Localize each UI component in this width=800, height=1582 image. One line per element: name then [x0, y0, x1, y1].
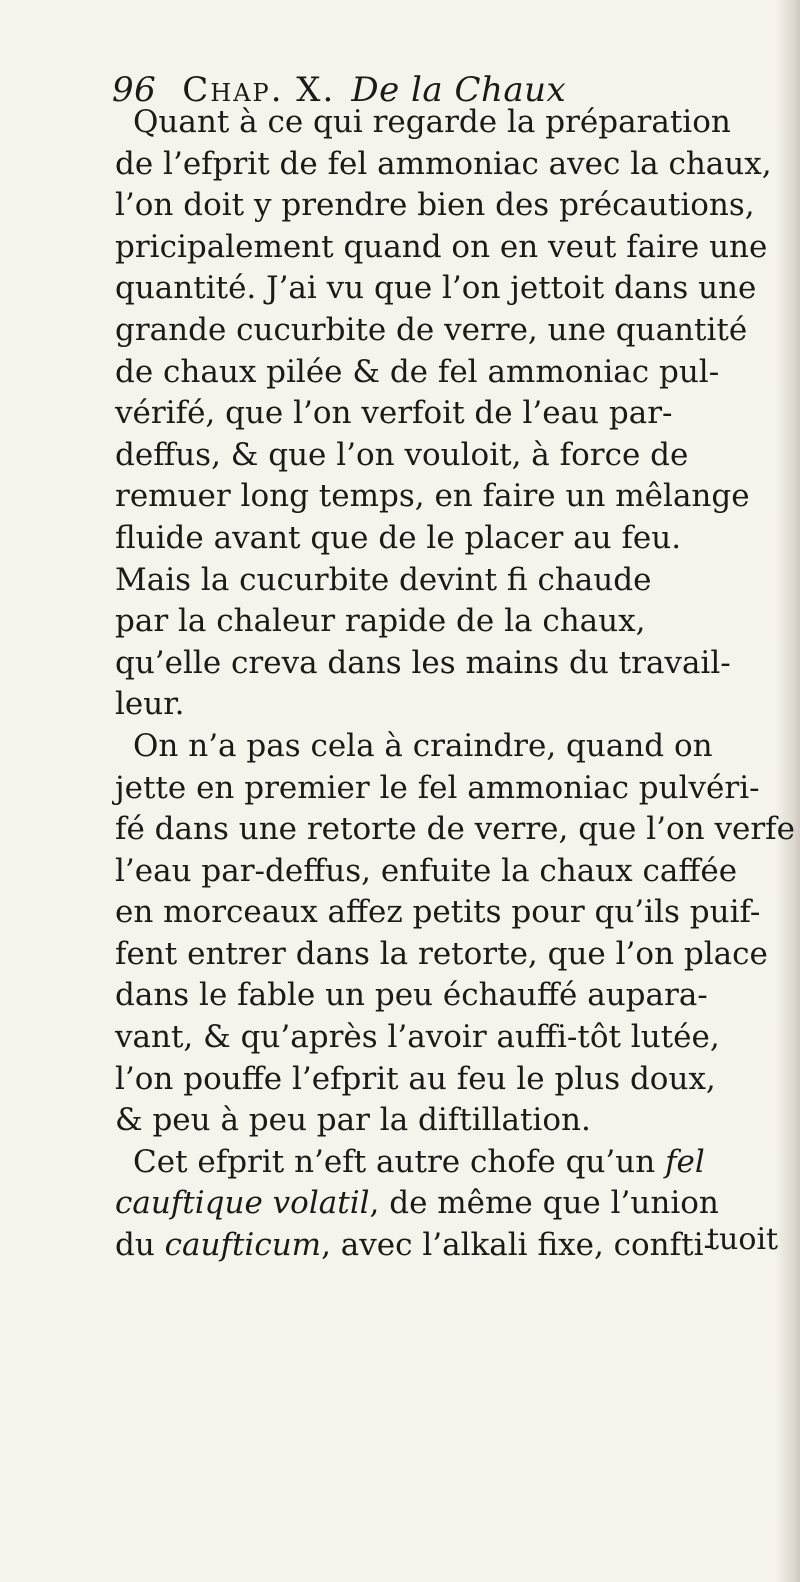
text-line: l’on doit y prendre bien des précautions, — [115, 187, 755, 224]
italic-term: caufticum — [164, 1227, 322, 1264]
text-line: fent entrer dans la retorte, que l’on place — [115, 935, 768, 972]
text-line: On n’a pas cela à craindre, quand on — [133, 727, 713, 764]
text-line: remuer long temps, en faire un mêlange — [115, 478, 750, 515]
text-line: grande cucurbite de verre, une quantité — [115, 311, 748, 348]
chapter-title: De la Chaux — [351, 70, 567, 110]
text-line — [115, 1225, 780, 1267]
text-segment: , de même que l’union — [369, 1185, 719, 1222]
text-line — [115, 1183, 780, 1225]
text-line: pricipalement quand on en veut faire une — [115, 228, 768, 265]
text-line: fluide avant que de le placer au feu. — [115, 519, 682, 556]
text-line: l’eau par-deffus, enfuite la chaux caffée — [115, 852, 738, 889]
text-line: fé dans une retorte de verre, que l’on verfe — [115, 811, 795, 848]
text-line — [115, 1142, 780, 1184]
chapter-label: Chap. X. — [182, 70, 336, 110]
text-line: par la chaleur rapide de la chaux, — [115, 603, 646, 640]
italic-term: fel — [665, 1143, 705, 1180]
text-segment: du — [115, 1227, 155, 1264]
text-line: en morceaux affez petits pour qu’ils puif- — [115, 894, 761, 931]
text-line: Quant à ce qui regarde la préparation — [133, 104, 731, 140]
italic-term: cauftique volatil — [115, 1185, 370, 1222]
text-line: deffus, & que l’on vouloit, à force de — [115, 436, 689, 473]
text-line: quantité. J’ai vu que l’on jettoit dans une — [115, 270, 757, 307]
text-line: vérifé, que l’on verfoit de l’eau par- — [115, 395, 673, 432]
text-line: Mais la cucurbite devint fi chaude — [115, 561, 652, 598]
page-number: 96 — [112, 70, 157, 110]
catchword: tuoit — [707, 1222, 779, 1257]
text-line: leur. — [115, 686, 185, 723]
text-line: jette en premier le fel ammoniac pulvéri- — [115, 769, 760, 806]
text-line: qu’elle creva dans les mains du travail- — [115, 644, 731, 681]
text-segment: Cet efprit n’eft autre chofe qu’un — [133, 1143, 656, 1180]
text-line: & peu à peu par la diftillation. — [115, 1102, 591, 1139]
text-line: de l’efprit de fel ammoniac avec la chaux, — [115, 145, 772, 182]
text-segment: , avec l’alkali fixe, confti- — [321, 1227, 714, 1264]
text-line: vant, & qu’après l’avoir auffi-tôt lutée, — [115, 1019, 720, 1056]
text-line: de chaux pilée & de fel ammoniac pul- — [115, 353, 720, 390]
body-text — [115, 102, 795, 1267]
text-line: dans le fable un peu échauffé aupara- — [115, 977, 708, 1014]
text-line: l’on pouffe l’efprit au feu le plus doux, — [115, 1060, 716, 1097]
